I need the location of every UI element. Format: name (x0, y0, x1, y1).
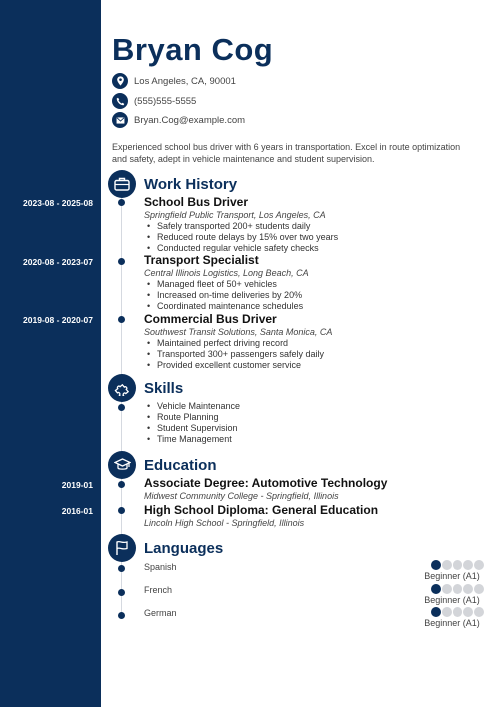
education-section-icon (108, 451, 136, 479)
rating-dot-empty (442, 607, 452, 617)
language-level-text: Beginner (A1) (424, 595, 480, 605)
job-bullets (144, 221, 474, 254)
rating-dot-empty (453, 560, 463, 570)
list-item: • Student Supervision (144, 423, 474, 434)
language-name: Spanish (144, 562, 177, 572)
degree-title: Associate Degree: Automotive Technology (144, 476, 388, 490)
education-entry (144, 504, 474, 529)
phone-icon (112, 93, 128, 109)
language-level-text: Beginner (A1) (424, 618, 480, 628)
timeline-dot (118, 589, 125, 596)
degree-title: High School Diploma: General Education (144, 503, 379, 517)
list-item: • Provided excellent customer service (144, 360, 474, 371)
education-title: Education (144, 457, 217, 474)
language-level (420, 584, 484, 606)
job-entry (144, 313, 474, 371)
rating-dot-empty (442, 560, 452, 570)
language-rating (420, 607, 484, 617)
timeline-dot (118, 404, 125, 411)
email-text: Bryan.Cog@example.com (134, 114, 246, 126)
skills-title: Skills (144, 380, 184, 397)
language-rating (420, 560, 484, 570)
skills-section-icon (108, 374, 136, 402)
list-item: • Route Planning (144, 412, 474, 423)
puzzle-icon (114, 380, 130, 396)
school-name: Midwest Community College - Springfield, Illinois (144, 491, 339, 501)
skills-list-block (144, 401, 474, 445)
timeline-dot (118, 481, 125, 488)
candidate-name: Bryan Cog (112, 32, 274, 67)
school-name: Lincoln High School - Springfield, Illinois (144, 518, 305, 528)
job-entry (144, 254, 474, 312)
language-rating (420, 584, 484, 594)
job-dates: 2019-08 - 2020-07 (23, 315, 93, 325)
flag-icon (115, 540, 129, 556)
rating-dot-empty (474, 607, 484, 617)
contact-address (112, 73, 236, 89)
job-title: Transport Specialist (144, 253, 259, 267)
job-company: Central Illinois Logistics, Long Beach, CA (144, 268, 309, 278)
education-date: 2019-01 (61, 480, 93, 490)
timeline-dot (118, 565, 125, 572)
job-dates: 2020-08 - 2023-07 (23, 257, 93, 267)
language-level-text: Beginner (A1) (424, 571, 480, 581)
briefcase-icon (114, 177, 130, 191)
rating-dot-filled (431, 607, 441, 617)
summary: Experienced school bus driver with 6 years in transportation. Excel in route optimization and safety, adept in vehicle maintenance and student supervision. (112, 142, 461, 164)
language-name: French (144, 585, 173, 595)
rating-dot-filled (431, 560, 441, 570)
job-title: School Bus Driver (144, 195, 249, 209)
language-level (420, 560, 484, 582)
job-bullets (144, 279, 474, 312)
list-item: • Vehicle Maintenance (144, 401, 474, 412)
list-item: • Increased on-time deliveries by 20% (144, 290, 474, 301)
graduation-cap-icon (114, 458, 131, 472)
languages-section-icon (108, 534, 136, 562)
address-text: Los Angeles, CA, 90001 (134, 75, 236, 87)
list-item: • Conducted regular vehicle safety checks (144, 243, 474, 254)
timeline-dot (118, 258, 125, 265)
job-company: Springfield Public Transport, Los Angeles, CA (144, 210, 326, 220)
timeline-dot (118, 199, 125, 206)
rating-dot-empty (442, 584, 452, 594)
job-title: Commercial Bus Driver (144, 312, 277, 326)
rating-dot-filled (431, 584, 441, 594)
rating-dot-empty (463, 584, 473, 594)
rating-dot-empty (453, 607, 463, 617)
rating-dot-empty (463, 560, 473, 570)
rating-dot-empty (453, 584, 463, 594)
timeline-dot (118, 507, 125, 514)
list-item: • Time Management (144, 434, 474, 445)
email-icon (112, 112, 128, 128)
education-entry (144, 477, 474, 502)
skills-list (144, 401, 474, 445)
language-name: German (144, 608, 177, 618)
language-level (420, 607, 484, 629)
contact-phone (112, 93, 196, 109)
phone-text: (555)555-5555 (134, 95, 197, 107)
list-item: • Maintained perfect driving record (144, 338, 474, 349)
work-history-section-icon (108, 170, 136, 198)
education-date: 2016-01 (61, 506, 93, 516)
rating-dot-empty (463, 607, 473, 617)
location-icon (112, 73, 128, 89)
list-item: • Coordinated maintenance schedules (144, 301, 474, 312)
timeline-dot (118, 316, 125, 323)
list-item: • Transported 300+ passengers safely daily (144, 349, 474, 360)
job-entry (144, 196, 474, 254)
rating-dot-empty (474, 560, 484, 570)
sidebar (0, 0, 101, 707)
timeline-dot (118, 612, 125, 619)
work-history-title: Work History (144, 176, 238, 193)
job-dates: 2023-08 - 2025-08 (23, 198, 93, 208)
list-item: • Reduced route delays by 15% over two years (144, 232, 474, 243)
job-bullets (144, 338, 474, 371)
list-item: • Safely transported 200+ students daily (144, 221, 474, 232)
list-item: • Managed fleet of 50+ vehicles (144, 279, 474, 290)
job-company: Southwest Transit Solutions, Santa Monica, CA (144, 327, 333, 337)
rating-dot-empty (474, 584, 484, 594)
contact-email (112, 112, 245, 128)
languages-title: Languages (144, 540, 224, 557)
